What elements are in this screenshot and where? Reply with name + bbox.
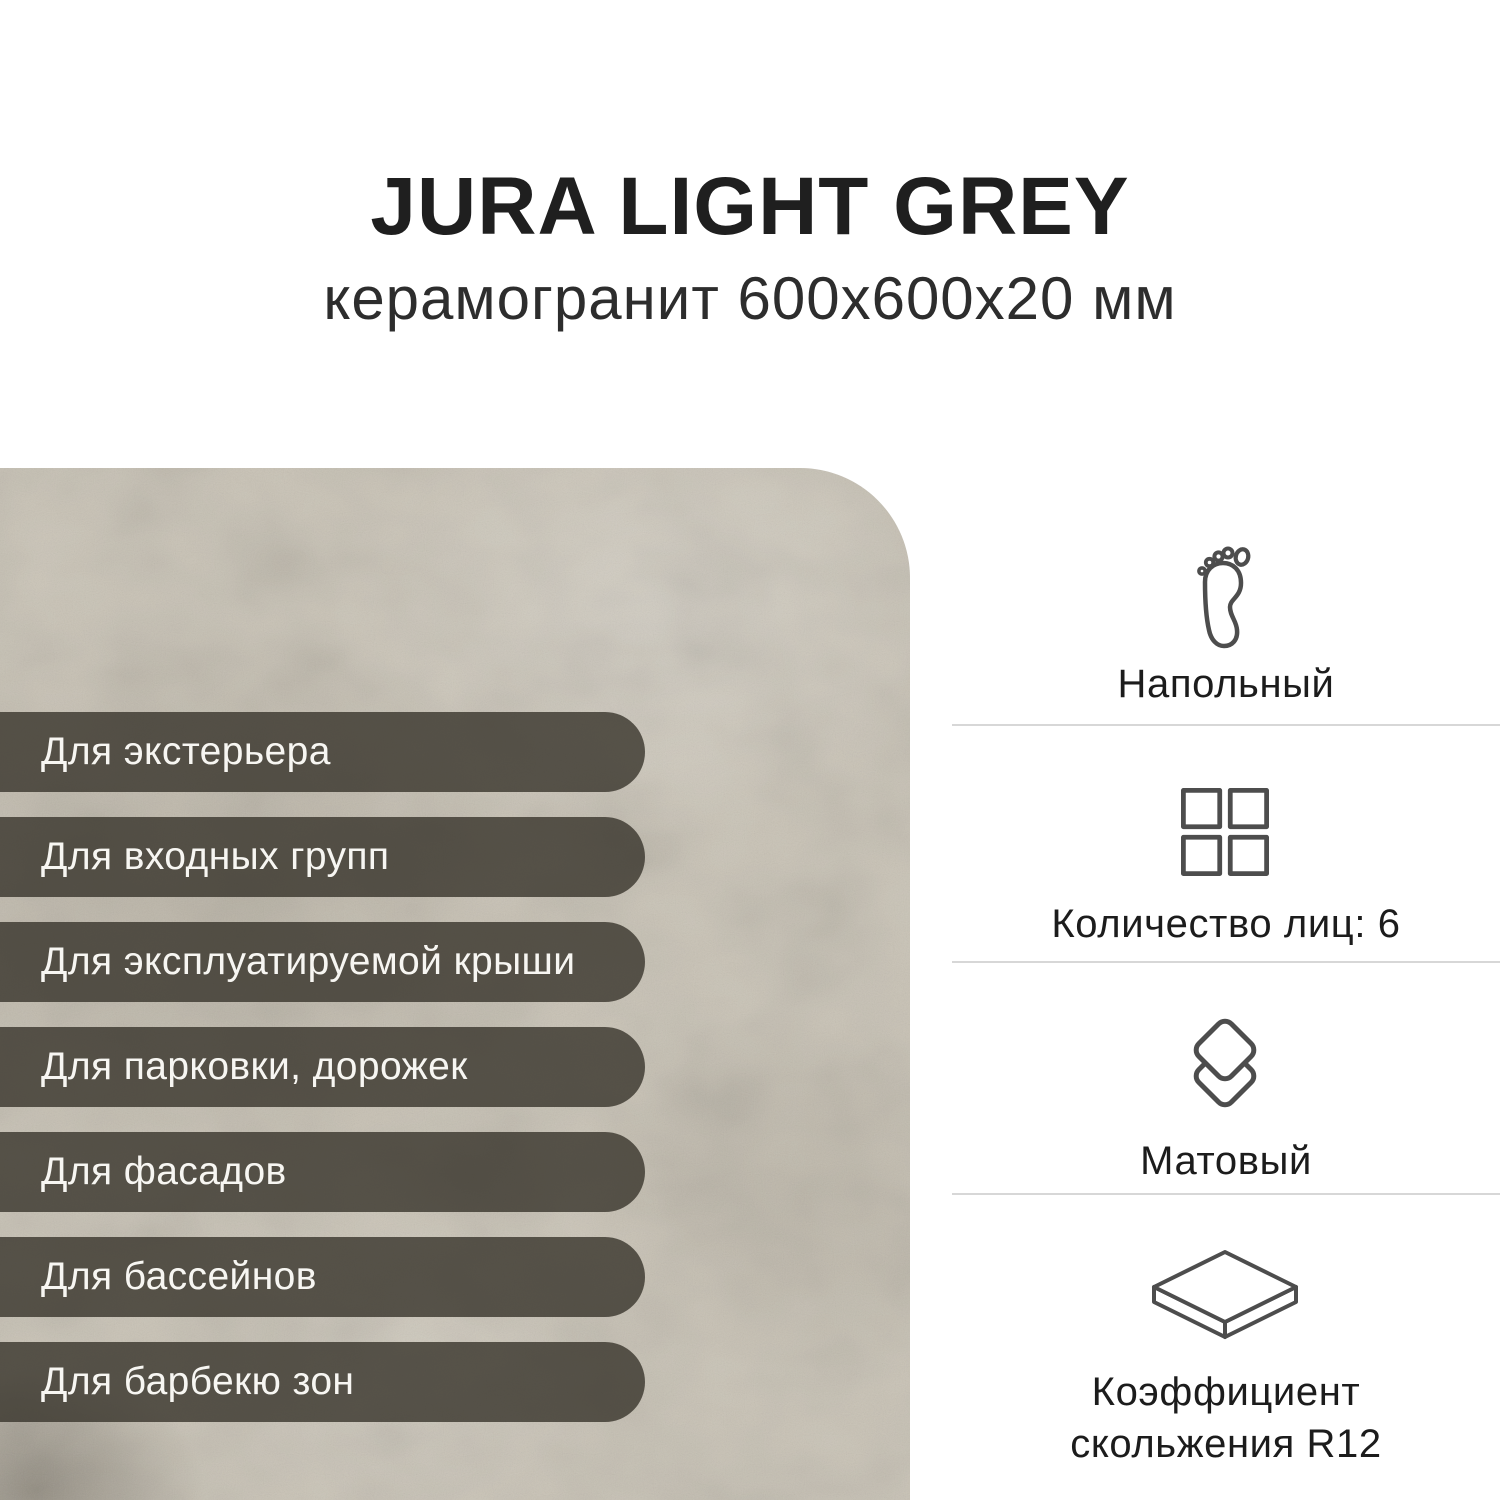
feature-text: Коэффициент xyxy=(1091,1370,1361,1414)
usage-pill-bbq-zones: Для барбекю зон xyxy=(0,1342,645,1422)
divider xyxy=(952,961,1500,963)
usage-pill-exterior: Для экстерьера xyxy=(0,712,645,792)
product-subtitle: керамогранит 600х600х20 мм xyxy=(323,265,1177,332)
usage-pill-entrance-groups: Для входных групп xyxy=(0,817,645,897)
feature-label-floor xyxy=(952,658,1500,710)
feature-text: Матовый xyxy=(1140,1139,1312,1183)
feature-text: Напольный xyxy=(1117,662,1335,706)
product-title: JURA LIGHT GREY xyxy=(370,161,1130,252)
usage-pill-pools: Для бассейнов xyxy=(0,1237,645,1317)
feature-label-matte xyxy=(952,1135,1500,1187)
faces-grid-icon xyxy=(1181,788,1269,876)
feature-text: скольжения R12 xyxy=(1070,1422,1382,1466)
usage-pill-facades: Для фасадов xyxy=(0,1132,645,1212)
divider xyxy=(952,724,1500,726)
feature-label-faces xyxy=(952,898,1500,950)
footprint-icon xyxy=(1193,545,1257,649)
feature-label-slip xyxy=(952,1366,1500,1470)
feature-text: Количество лиц: 6 xyxy=(1051,902,1401,946)
slip-tile-icon xyxy=(1145,1246,1305,1350)
usage-pill-exploited-roof: Для эксплуатируемой крыши xyxy=(0,922,645,1002)
usage-pill-parking-paths: Для парковки, дорожек xyxy=(0,1027,645,1107)
layers-icon xyxy=(1173,1012,1277,1116)
divider xyxy=(952,1193,1500,1195)
